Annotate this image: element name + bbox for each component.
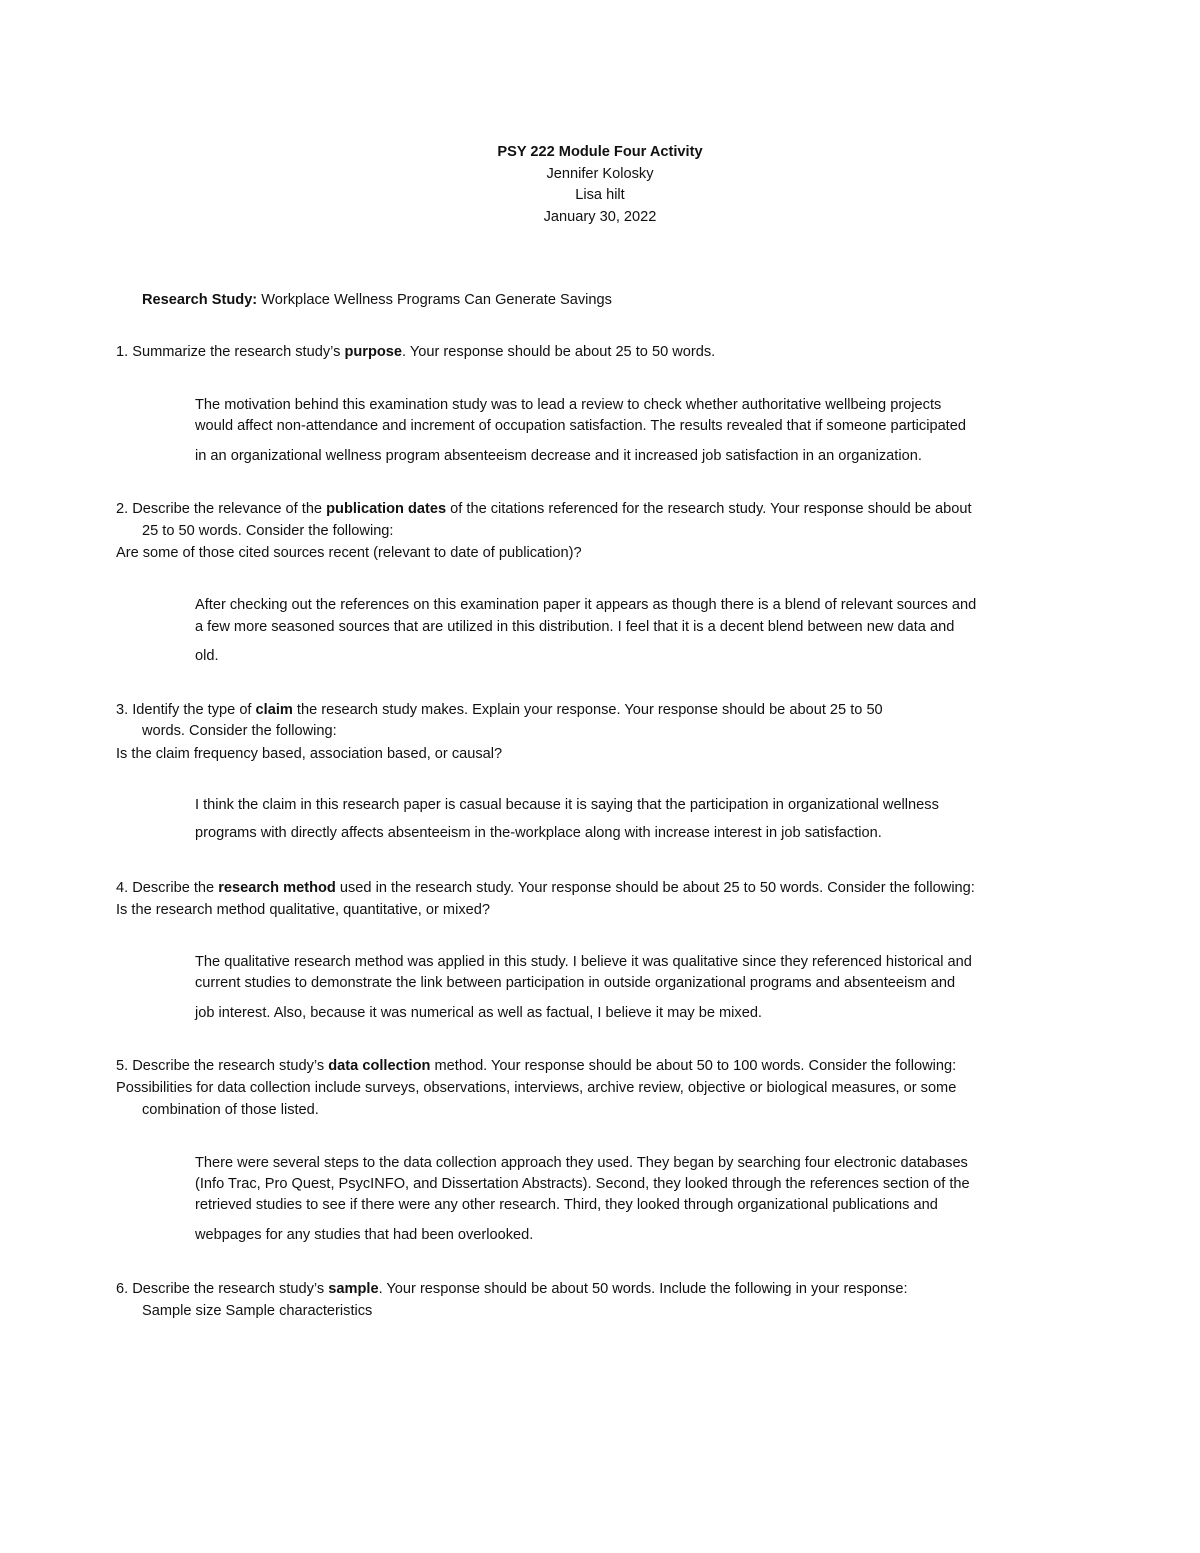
question-3-line-2: words. Consider the following:	[142, 723, 337, 739]
question-5: 5. Describe the research study’s data collection method. Your response should be about 50 to 100 words. Consider the following:	[116, 1058, 957, 1074]
question-2-line-2: 25 to 50 words. Consider the following:	[142, 523, 394, 539]
question-4: 4. Describe the research method used in the research study. Your response should be about 25 to 50 words. Consider the following:	[116, 880, 975, 896]
answer-5-line-1: There were several steps to the data collection approach they used. They began by searching four electronic databases	[195, 1155, 968, 1171]
answer-5-line-4: webpages for any studies that had been overlooked.	[195, 1227, 534, 1243]
research-study-line	[142, 290, 612, 311]
document-date: January 30, 2022	[543, 209, 657, 225]
question-2: 2. Describe the relevance of the publication dates of the citations referenced for the research study. Your response should be about	[116, 501, 972, 517]
document-title: PSY 222 Module Four Activity	[497, 144, 703, 160]
answer-2-line-2: a few more seasoned sources that are utilized in this distribution. I feel that it is a decent blend between new data and	[195, 619, 955, 635]
question-1: 1. Summarize the research study’s purpose. Your response should be about 25 to 50 words.	[116, 344, 716, 360]
question-5-line-3: combination of those listed.	[142, 1102, 319, 1118]
instructor-name: Lisa hilt	[575, 187, 625, 203]
question-4-line-2: Is the research method qualitative, quantitative, or mixed?	[116, 902, 490, 918]
answer-3-line-2: programs with directly affects absenteeism in the-workplace along with increase interest in job satisfaction.	[195, 825, 882, 841]
question-5-line-2: Possibilities for data collection include surveys, observations, interviews, archive review, objective or biological measures, or some	[116, 1080, 957, 1096]
answer-5-line-2: (Info Trac, Pro Quest, PsycINFO, and Dissertation Abstracts). Second, they looked through the references section of the	[195, 1176, 970, 1192]
question-6-line-2: Sample size Sample characteristics	[142, 1303, 373, 1319]
answer-1-line-2: would affect non-attendance and increment of occupation satisfaction. The results revealed that if someone participated	[195, 418, 966, 434]
research-study-title: Workplace Wellness Programs Can Generate Savings	[257, 292, 612, 308]
answer-1-line-3: in an organizational wellness program absenteeism decrease and it increased job satisfaction in an organization.	[195, 448, 922, 464]
answer-4-line-2: current studies to demonstrate the link between participation in outside organizational programs and absenteeism and	[195, 975, 956, 991]
answer-4-line-1: The qualitative research method was applied in this study. I believe it was qualitative since they referenced historical and	[195, 954, 972, 970]
question-3-line-3: Is the claim frequency based, association based, or causal?	[116, 746, 503, 762]
answer-2-line-3: old.	[195, 648, 219, 664]
research-study-label: Research Study:	[142, 292, 258, 308]
answer-1-line-1: The motivation behind this examination study was to lead a review to check whether authoritative wellbeing projects	[195, 397, 942, 413]
question-3: 3. Identify the type of claim the research study makes. Explain your response. Your response should be about 25 to 50	[116, 702, 883, 718]
question-6: 6. Describe the research study’s sample. Your response should be about 50 words. Include the following in your response:	[116, 1281, 908, 1297]
author-name: Jennifer Kolosky	[546, 166, 654, 182]
question-2-line-3: Are some of those cited sources recent (relevant to date of publication)?	[116, 545, 582, 561]
answer-2-line-1: After checking out the references on this examination paper it appears as though there is a blend of relevant sources and	[195, 597, 977, 613]
answer-3-line-1: I think the claim in this research paper is casual because it is saying that the participation in organizational wellness	[195, 797, 939, 813]
answer-5-line-3: retrieved studies to see if there were any other research. Third, they looked through organizational publications and	[195, 1197, 938, 1213]
answer-4-line-3: job interest. Also, because it was numerical as well as factual, I believe it may be mixed.	[195, 1005, 762, 1021]
